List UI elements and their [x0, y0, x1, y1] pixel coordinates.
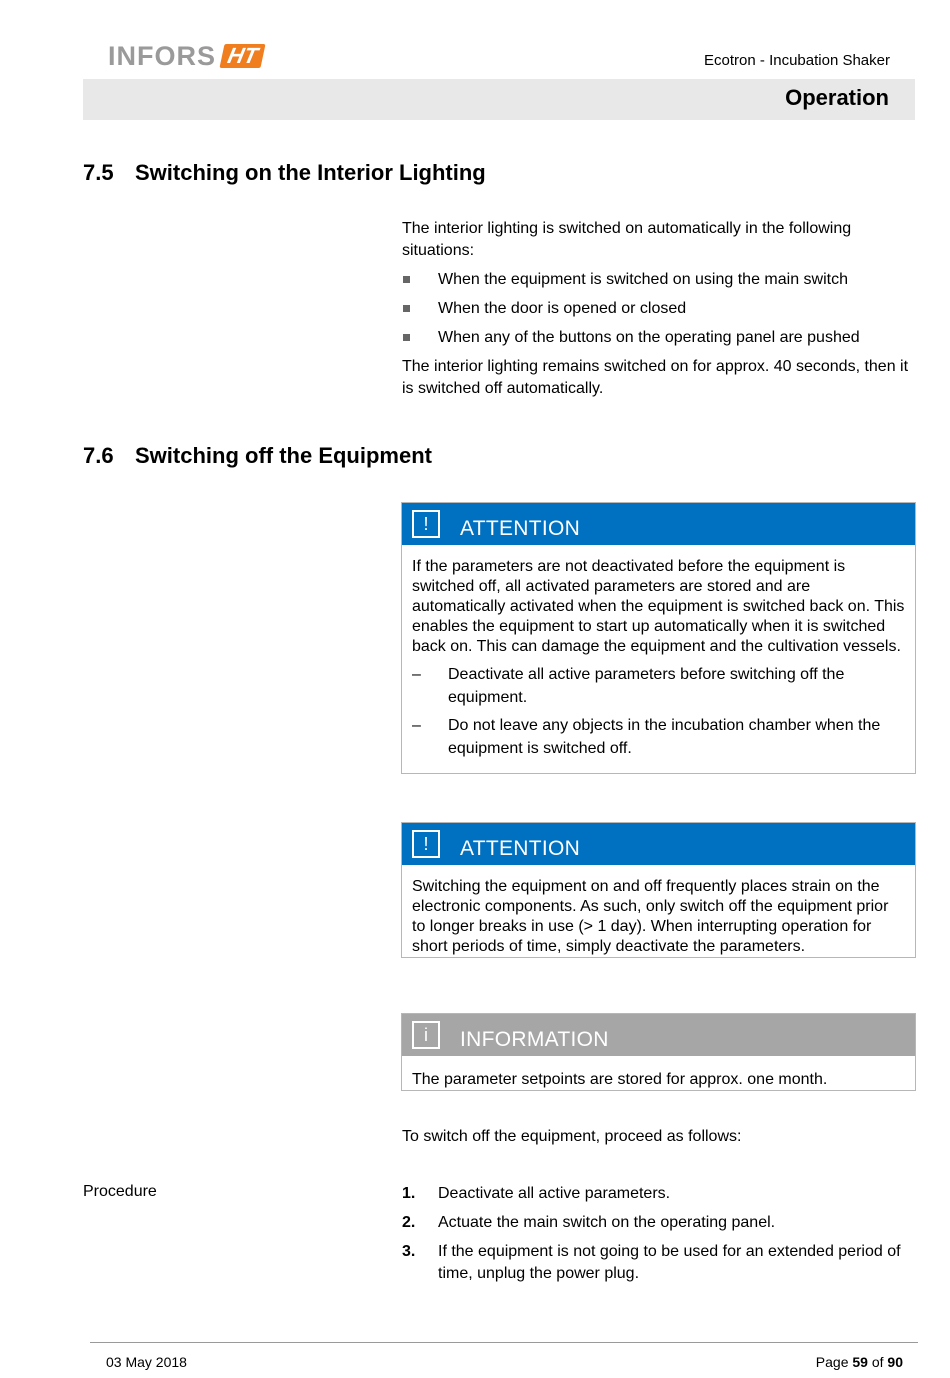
section-7-5-body [402, 218, 912, 400]
section-title: Switching on the Interior Lighting [135, 160, 486, 185]
procedure-steps [402, 1183, 912, 1292]
list-item: – Deactivate all active parameters before switching off the equipment. [412, 663, 905, 709]
procedure-intro: To switch off the equipment, proceed as follows: [402, 1128, 742, 1145]
bullet-square-icon [403, 305, 410, 312]
infors-ht-logo [108, 42, 263, 70]
attention-title: ATTENTION [460, 517, 581, 540]
exclamation-icon: ! [412, 830, 440, 858]
step-number: 3. [402, 1243, 416, 1260]
total-pages: 90 [887, 1354, 903, 1370]
attention-text: If the parameters are not deactivated before the equipment is switched off, all activated parameters are stored and are automatically activated when the equipment is switched back on. This enables the equipment to start up automatically when it is switched back on. This can damage the equipment and the cultivation vessels. [412, 558, 905, 655]
section-heading-7-5 [83, 160, 486, 186]
attention-header [402, 823, 915, 865]
information-body [402, 1056, 915, 1090]
section-title: Switching off the Equipment [135, 443, 432, 468]
logo-wordmark: INFORS [108, 41, 217, 71]
information-notice [401, 1013, 916, 1091]
information-title: INFORMATION [460, 1028, 609, 1051]
chapter-title: Operation [785, 85, 889, 110]
step-number: 2. [402, 1214, 416, 1231]
list-item: – Do not leave any objects in the incubation chamber when the equipment is switched off. [412, 714, 905, 760]
situations-list [402, 269, 912, 349]
attention-header [402, 503, 915, 545]
page-number: Page 59 of 90 [815, 1354, 903, 1370]
info-icon: i [412, 1021, 440, 1049]
footer-divider [90, 1342, 918, 1343]
attention-body [402, 865, 915, 957]
attention-measures [412, 663, 905, 760]
attention-title: ATTENTION [460, 837, 581, 860]
list-item: 1. Deactivate all active parameters. [402, 1183, 912, 1205]
section-number: 7.5 [83, 160, 114, 185]
bullet-square-icon [403, 276, 410, 283]
footer-date: 03 May 2018 [106, 1354, 187, 1370]
intro-paragraph: The interior lighting is switched on automatically in the following situations: [402, 220, 852, 259]
list-item: 3. If the equipment is not going to be used for an extended period of time, unplug the power plug. [402, 1243, 901, 1282]
exclamation-icon: ! [412, 510, 440, 538]
list-item: When the door is opened or closed [402, 298, 912, 320]
list-item: When any of the buttons on the operating panel are pushed [402, 327, 912, 349]
list-item: 2. Actuate the main switch on the operating panel. [402, 1212, 912, 1234]
closing-paragraph: The interior lighting remains switched on for approx. 40 seconds, then it is switched off automatically. [402, 358, 909, 397]
attention-text: Switching the equipment on and off frequently places strain on the electronic components. As such, only switch off the equipment prior to longer breaks in use (> 1 day). When interrupting operation for short periods of time, simply deactivate the parameters. [412, 878, 889, 955]
information-header [402, 1014, 915, 1056]
current-page: 59 [852, 1354, 868, 1370]
step-number: 1. [402, 1185, 416, 1202]
dash-icon: – [412, 666, 421, 683]
section-number: 7.6 [83, 443, 114, 468]
information-text: The parameter setpoints are stored for approx. one month. [412, 1071, 828, 1088]
steps-list [402, 1183, 912, 1285]
document-title: Ecotron - Incubation Shaker [704, 52, 890, 69]
procedure-label: Procedure [83, 1183, 157, 1200]
dash-icon: – [412, 717, 421, 734]
attention-body [402, 545, 915, 773]
bullet-square-icon [403, 334, 410, 341]
attention-notice-1 [401, 502, 916, 774]
list-item: When the equipment is switched on using the main switch [402, 269, 912, 291]
attention-notice-2 [401, 822, 916, 958]
logo-badge: HT [219, 44, 265, 68]
section-heading-7-6 [83, 443, 432, 469]
